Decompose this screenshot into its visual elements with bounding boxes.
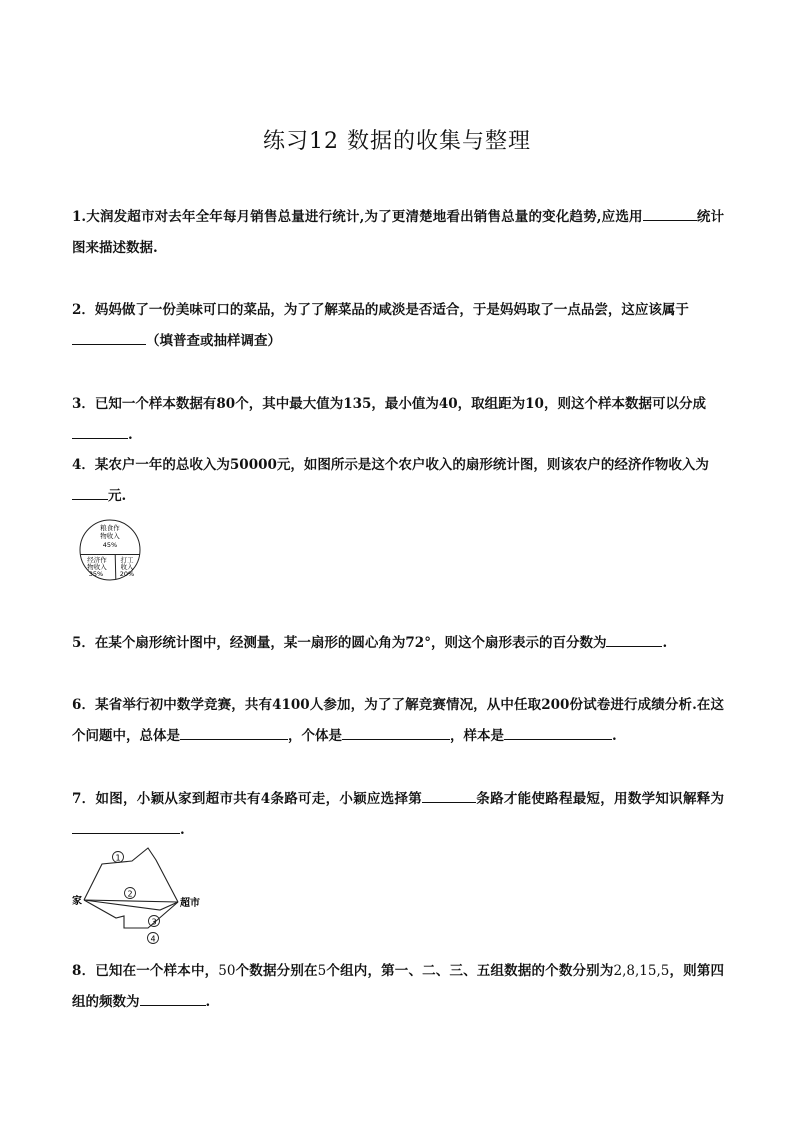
answer-blank[interactable]	[72, 330, 146, 345]
question-text: 大润发超市对去年全年每月销售总量进行统计,为了更清楚地看出销售总量的变化趋势,应选用	[86, 209, 643, 225]
question-text: ，个体是	[288, 728, 342, 744]
question-text: 妈妈做了一份美味可口的菜品，为了了解菜品的咸淡是否适合，于是妈妈取了一点品尝，这应该属于	[94, 302, 689, 318]
answer-blank[interactable]	[72, 819, 180, 834]
question-1: 1.大润发超市对去年全年每月销售总量进行统计,为了更清楚地看出销售总量的变化趋势,应选用 统计图来描述数据.	[72, 202, 724, 264]
pie-label: 收入	[120, 563, 134, 571]
question-text: 已知一个样本数据有80个，其中最大值为135，最小值为40，取组距为10，则这个样本数据可以分成	[94, 396, 706, 412]
question-2: 2．妈妈做了一份美味可口的菜品，为了了解菜品的咸淡是否适合，于是妈妈取了一点品尝，这应该属于 （填普查或抽样调查）	[72, 302, 689, 349]
question-4: 4．某农户一年的总收入为50000元，如图所示是这个农户收入的扇形统计图，则该农户的经济作物收入为 元.	[72, 457, 709, 504]
home-label: 家	[72, 896, 82, 907]
route-number-label: 4	[150, 934, 156, 944]
answer-blank[interactable]	[643, 206, 697, 221]
pie-percent: 20%	[119, 570, 135, 578]
question-text: 在某个扇形统计图中，经测量，某一扇形的圆心角为72°，则这个扇形表示的百分数为	[94, 635, 607, 651]
question-7: 7．如图，小颖从家到超市共有4条路可走，小颖应选择第 条路才能使路程最短，用数学知识解释为.	[72, 784, 724, 846]
question-text: .	[180, 822, 185, 838]
question-text: 条路才能使路程最短，用数学知识解释为	[476, 791, 725, 807]
answer-blank[interactable]	[140, 991, 206, 1006]
question-number: 4	[72, 457, 82, 473]
question-number: 6	[72, 697, 82, 713]
pie-percent: 35%	[88, 570, 104, 578]
question-text: 元.	[108, 488, 127, 504]
pie-divider	[115, 555, 116, 580]
answer-blank[interactable]	[422, 788, 476, 803]
question-text: 已知在一个样本中，	[95, 963, 219, 979]
answer-blank[interactable]	[72, 485, 108, 500]
route-number-label: 3	[151, 917, 157, 927]
question-text: 个数据分别在	[235, 963, 318, 979]
question-text: （填普查或抽样调查）	[146, 333, 281, 349]
answer-blank[interactable]	[504, 725, 612, 740]
pie-percent: 45%	[102, 541, 118, 549]
math-value: 2,8,15,5	[613, 963, 670, 979]
question-text: .	[662, 635, 668, 651]
route-map-figure	[70, 846, 220, 946]
market-label: 超市	[180, 898, 200, 909]
pie-label: 物收入	[100, 532, 120, 540]
question-number: 8	[72, 963, 82, 979]
question-number: 2	[72, 302, 82, 318]
question-text: .	[612, 728, 617, 744]
math-value: 50	[218, 963, 236, 979]
pie-label: 经济作	[87, 556, 107, 564]
question-6: 6．某省举行初中数学竞赛，共有4100人参加，为了了解竞赛情况，从中任取200份试卷进行成绩分析.在这个问题中，总体是 ，个体是 ，样本是 .	[72, 697, 725, 744]
pie-label: 粮食作	[100, 524, 120, 532]
question-text: 如图，小颖从家到超市共有4条路可走，小颖应选择第	[95, 791, 423, 807]
question-text: 某农户一年的总收入为50000元，如图所示是这个农户收入的扇形统计图，则该农户的经济作物收入为	[94, 457, 709, 473]
question-text: 某省举行初中数学竞赛，共有4100人参加，为了了解竞赛情况，从中任取200份试卷进行成绩分析.在这个问题中，总体是	[72, 697, 725, 744]
question-text: .	[128, 427, 133, 443]
question-number: 1	[72, 209, 82, 225]
answer-blank[interactable]	[606, 632, 662, 647]
answer-blank[interactable]	[72, 424, 128, 439]
question-text: ，则第四组的频数为	[72, 963, 725, 1010]
question-8: 8．已知在一个样本中，50个数据分别在5个组内，第一、二、三、五组数据的个数分别为2,8,15,5，则第四组的频数为 .	[72, 963, 725, 1010]
math-value: 5	[317, 963, 327, 979]
answer-blank[interactable]	[180, 725, 288, 740]
question-text: 统计图来描述数据.	[72, 209, 725, 256]
pie-label: 物收入	[87, 563, 107, 571]
question-text: ，样本是	[450, 728, 504, 744]
answer-blank[interactable]	[342, 725, 450, 740]
page-title: 练习12 数据的收集与整理	[263, 129, 531, 154]
pie-label: 打工	[120, 556, 134, 564]
route-4	[84, 900, 178, 928]
question-number: 7	[72, 791, 82, 807]
question-number: 3	[72, 396, 82, 412]
route-number-label: 1	[115, 853, 121, 863]
pie-chart-figure	[70, 517, 150, 583]
question-number: 5	[72, 635, 82, 651]
question-text: .	[205, 994, 211, 1010]
route-number-label: 2	[127, 889, 133, 899]
question-text: 个组内，第一、二、三、五组数据的个数分别为	[326, 963, 614, 979]
question-3: 3．已知一个样本数据有80个，其中最大值为135，最小值为40，取组距为10，则这个样本数据可以分成 .	[72, 396, 706, 443]
question-5: 5．在某个扇形统计图中，经测量，某一扇形的圆心角为72°，则这个扇形表示的百分数为 .	[72, 628, 724, 659]
